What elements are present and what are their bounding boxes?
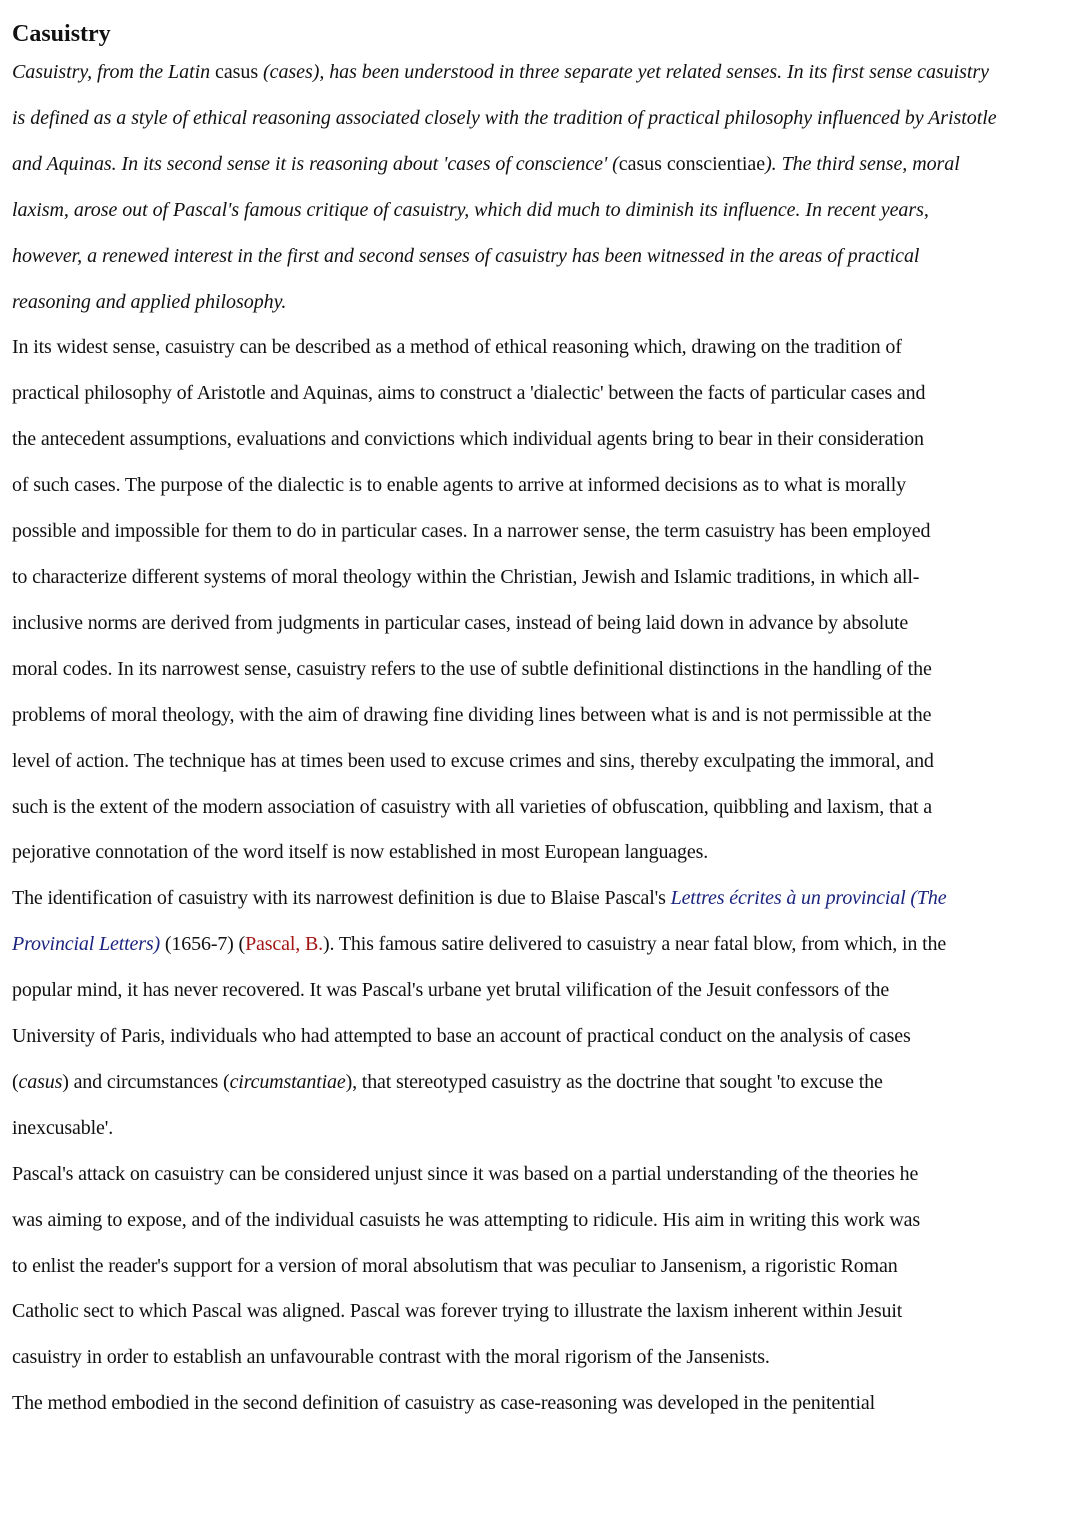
para2-term-circumstantiae: circumstantiae [229,1070,346,1093]
para2-text-3: ). This famous satire delivered to casuistry a near fatal blow, from which, in the popular mind, it has never recovered. It was Pascal's urbane yet brutal vilification of the Jesuit confessors of the University of Paris, individuals who had attempted to base an account of practical conduct on the analysis of cases ( [12,933,947,1093]
pascal-link[interactable]: Pascal, B. [245,933,323,956]
intro-term-casus: casus [215,61,259,83]
paragraph-3: Pascal's attack on casuistry can be considered unjust since it was based on a partial understanding of the theories he was aiming to expose, and of the individual casuists he was attempting to ridicule. His aim in writing this work was to enlist the reader's support for a version of moral absolutism that was peculiar to Jansenism, a rigoristic Roman Catholic sect to which Pascal was aligned. Pascal was forever trying to illustrate the laxism inherent within Jesuit casuistry in order to establish an unfavourable contrast with the moral rigorism of the Jansenists. [12,1162,921,1369]
intro-text-3: ). The third sense, moral laxism, arose out of Pascal's famous critique of casuistry, which did much to diminish its influence. In recent years, however, a renewed interest in the first and second senses of casuistry has been witnessed in the areas of practical reasoning and applied philosophy. [12,152,960,313]
para2-text-1: The identification of casuistry with its narrowest definition is due to Blaise Pascal's [12,887,671,910]
intro-paragraph [12,50,997,325]
paragraph-4: The method embodied in the second definition of casuistry as case-reasoning was developed in the penitential [12,1392,875,1415]
para2-text-2: (1656-7) ( [160,933,246,956]
para2-term-casus: casus [18,1070,63,1093]
paragraph-1: In its widest sense, casuistry can be described as a method of ethical reasoning which, drawing on the tradition of practical philosophy of Aristotle and Aquinas, aims to construct a 'dialectic' between the facts of particular cases and the antecedent assumptions, evaluations and convictions which individual agents bring to bear in their consideration of such cases. The purpose of the dialectic is to enable agents to arrive at informed decisions as to what is morally possible and impossible for them to do in particular cases. In a narrower sense, the term casuistry has been employed to characterize different systems of moral theology within the Christian, Jewish and Islamic traditions, in which all-inclusive norms are derived from judgments in particular cases, instead of being laid down in advance by absolute moral codes. In its narrowest sense, casuistry refers to the use of subtle definitional distinctions in the handling of the problems of moral theology, with the aim of drawing fine dividing lines between what is and is not permissible at the level of action. The technique has at times been used to excuse crimes and sins, thereby exculpating the immoral, and such is the extent of the modern association of casuistry with all varieties of obfuscation, quibbling and laxism, that a pejorative connotation of the word itself is now established in most European languages. [12,336,934,864]
para2-text-5: ), that stereotyped casuistry as the doctrine that sought 'to excuse the inexcusable'. [12,1070,883,1139]
para2-text-4: ) and circumstances ( [62,1070,230,1093]
intro-text-2: (cases), has been understood in three separate yet related senses. In its first sense casuistry is defined as a style of ethical reasoning associated closely with the tradition of practical philosophy influenced by Aristotle and Aquinas. In its second sense it is reasoning about 'cases of conscience' ( [12,61,997,175]
provincial-letters-link[interactable]: Lettres écrites à un provincial (The Provincial Letters) [12,887,947,956]
intro-term-casus-conscientiae: casus conscientiae [618,152,766,175]
page-title: Casuistry [12,21,111,47]
paragraph-2 [12,876,957,1151]
intro-text-1: Casuistry, from the Latin [12,61,215,83]
